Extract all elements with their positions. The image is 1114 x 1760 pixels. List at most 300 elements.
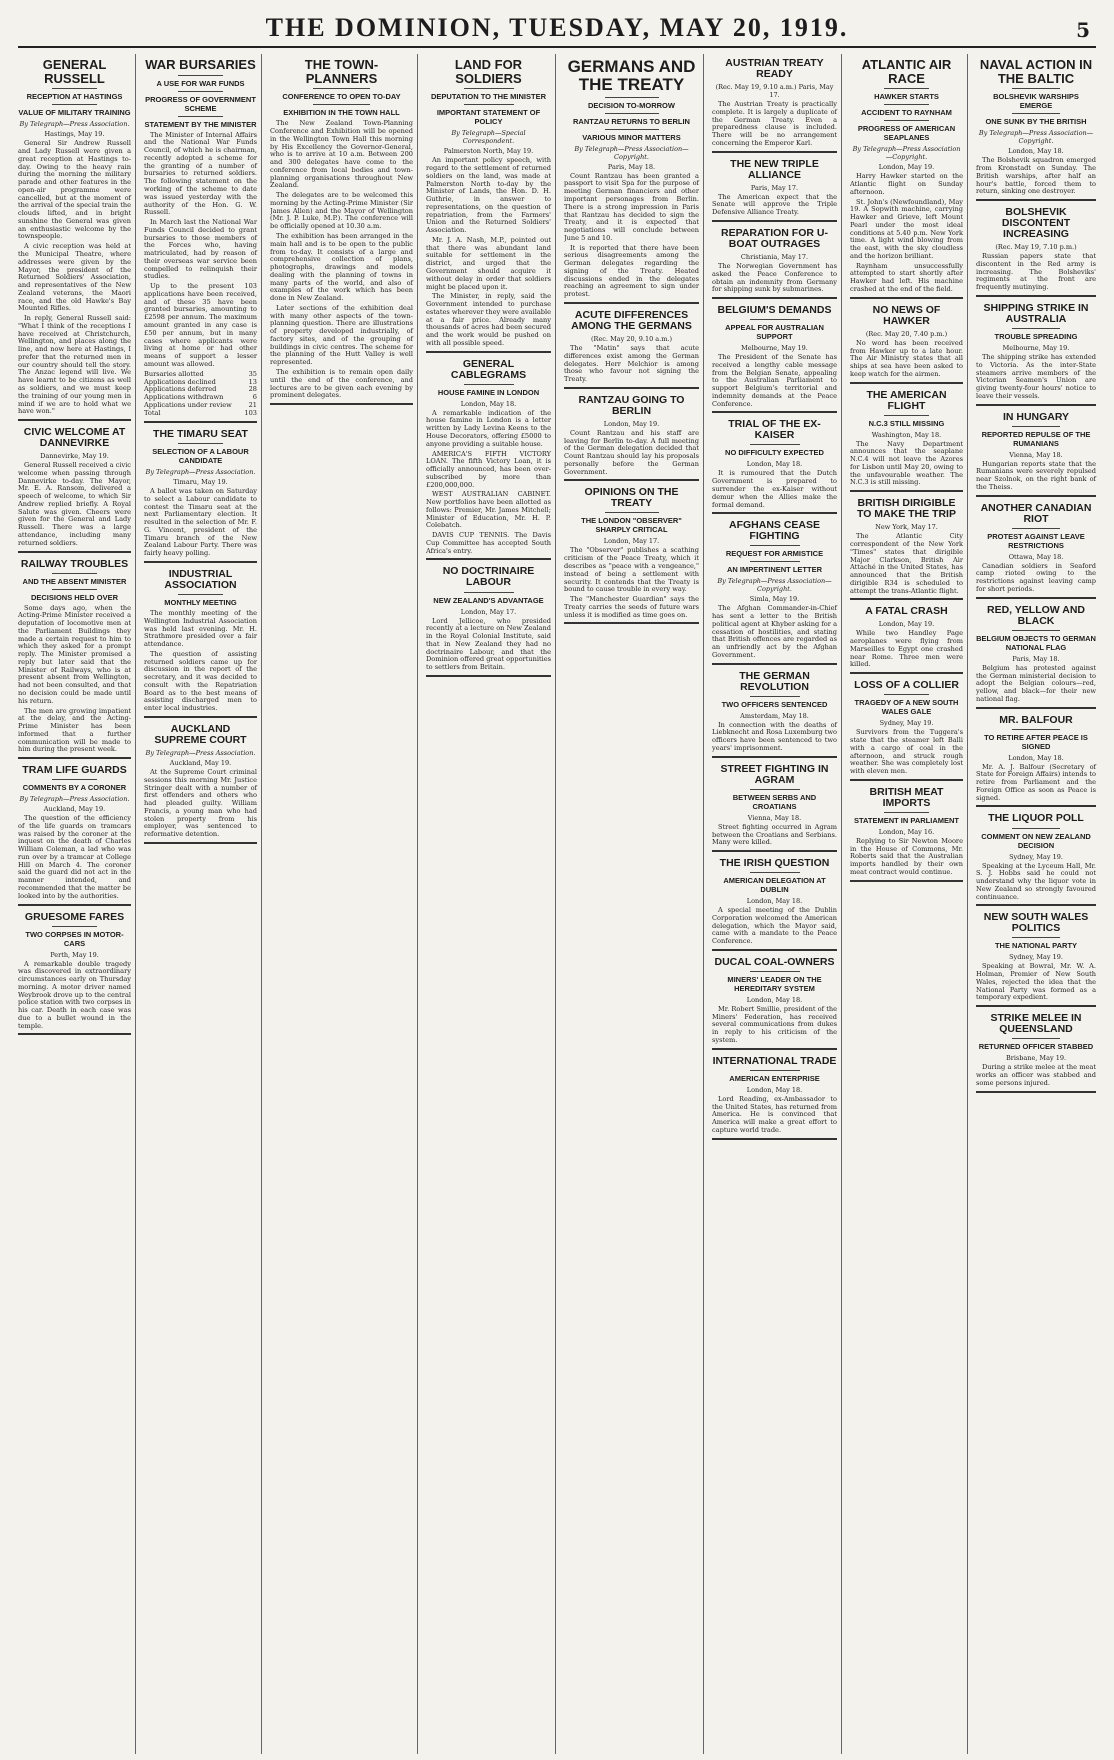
headline: STREET FIGHTING IN AGRAM bbox=[720, 762, 829, 786]
subheadline: DECISION TO-MORROW bbox=[588, 100, 675, 110]
paragraph: Mr. Robert Smillie, president of the Miners' Federation, has received several communications from dukes in reply to his criticism of the system. bbox=[712, 1004, 837, 1045]
table-value: 103 bbox=[244, 409, 257, 418]
article-body bbox=[850, 173, 963, 293]
headline: A FATAL CRASH bbox=[865, 605, 948, 618]
dateline: London, May 18. bbox=[1008, 753, 1064, 762]
divider bbox=[52, 104, 97, 105]
headline: NAVAL ACTION IN THE BALTIC bbox=[979, 57, 1093, 86]
article bbox=[712, 228, 837, 299]
headline: IN HUNGARY bbox=[1002, 410, 1070, 423]
paragraph: It is rumoured that the Dutch Government is prepared to surrender the ex-Kaiser without demur when the Allies make the formal demand. bbox=[712, 469, 837, 509]
headline: BOLSHEVIK DISCONTENT INCREASING bbox=[1001, 206, 1071, 241]
article bbox=[18, 427, 131, 552]
article bbox=[18, 912, 131, 1036]
divider bbox=[464, 88, 514, 89]
dateline: London, May 17. bbox=[603, 537, 660, 546]
paragraph: The American expect that the Senate will approve the Triple Defensive Alliance Treaty. bbox=[712, 192, 837, 217]
article-body bbox=[850, 729, 963, 776]
headline: GENERAL RUSSELL bbox=[42, 57, 107, 86]
paragraph: While two Handley Page aeroplanes were flying from Marseilles to Egypt one crashed near Rome. Three men were killed. bbox=[850, 629, 963, 669]
paragraph: Belgium has protested against the German ministerial decision to adopt the Belgian colours—red, yellow, and black—for their new national flag. bbox=[976, 663, 1096, 703]
dateline: Vienna, May 18. bbox=[747, 813, 802, 822]
article-separator bbox=[18, 419, 131, 421]
article-body bbox=[712, 470, 837, 509]
dateline: London, May 18. bbox=[746, 995, 803, 1004]
subheadline: ONE SUNK BY THE BRITISH bbox=[985, 117, 1087, 127]
article-separator bbox=[18, 757, 131, 759]
divider bbox=[178, 594, 223, 595]
subheadline: REPORTED REPULSE OF THE RUMANIANS bbox=[981, 429, 1091, 448]
column-5 bbox=[564, 54, 704, 1754]
paragraph: The exhibition is to remain open daily until the end of the conference, and lectures are to be given each evening by prominent delegates. bbox=[270, 368, 413, 400]
subheadline: APPEAL FOR AUSTRALIAN SUPPORT bbox=[725, 323, 824, 342]
article-body bbox=[564, 430, 699, 477]
paragraph: The "Manchester Guardian" says the Treaty carries the seeds of future wars unless it is modified as time goes on. bbox=[564, 595, 699, 619]
divider bbox=[605, 129, 659, 130]
divider bbox=[464, 592, 514, 593]
paragraph: The question of the efficiency of the life guards on tramcars was raised by the coroner at the inquest on the death of Charles William Coleman, a lad who was run over by a tramcar at College Hill on March 4. The coroner said the guard did not act in the manner intended, and recommended that the matter be looked into by the authorities. bbox=[18, 814, 131, 900]
headline: THE NEW TRIPLE ALLIANCE bbox=[730, 157, 819, 181]
divider bbox=[750, 545, 800, 546]
divider bbox=[464, 384, 514, 385]
article bbox=[712, 58, 837, 153]
article-separator bbox=[850, 490, 963, 492]
subheadline: THE LONDON "OBSERVER" SHARPLY CRITICAL bbox=[581, 516, 682, 535]
article bbox=[712, 957, 837, 1050]
column-7 bbox=[850, 54, 968, 1754]
paragraph: AMERICA'S FIFTH VICTORY LOAN. The fifth Victory Loan, it is officially announced, has been over-subscribed by more than £200,000,000. bbox=[426, 449, 551, 489]
divider bbox=[178, 443, 223, 444]
headline: RANTZAU GOING TO BERLIN bbox=[578, 393, 685, 417]
dateline: Washington, May 18. bbox=[871, 430, 942, 439]
article-body bbox=[976, 253, 1096, 292]
paragraph: Lord Reading, ex-Ambassador to the United States, has returned from America. He is convinced that America will make a great effort to capture world trade. bbox=[712, 1094, 837, 1134]
dateline: Sydney, May 19. bbox=[879, 719, 934, 728]
article-body bbox=[18, 462, 131, 547]
article-separator bbox=[426, 558, 551, 560]
divider bbox=[1012, 88, 1060, 89]
paragraph: Lord Jellicoe, who presided recently at a lecture on New Zealand in the Royal Colonial Institute, said that in New Zealand they had no doctrinaire Labour, and that the Dominion offered great opportunities to settlers from Britain. bbox=[426, 616, 551, 672]
paragraph: Up to the present 103 applications have been received, and of these 35 have been granted bursaries, amounting to £2598 per annum. The maximum amount granted in any case is £50 per annum, but in many cases where applicants were living at home or had other means of support a lesser amount was allowed. bbox=[144, 282, 257, 368]
article-body bbox=[976, 461, 1096, 492]
article-separator bbox=[712, 297, 837, 299]
table-value: 28 bbox=[248, 385, 257, 394]
divider bbox=[464, 104, 514, 105]
article-separator bbox=[564, 622, 699, 624]
article bbox=[850, 680, 963, 781]
paragraph: St. John's (Newfoundland), May 19. A Sopwith machine, carrying Hawker and Grieve, left Mount Pearl under the most ideal conditions at 5.40 p.m. New York time. A light wind blowing from the east, with the sky cloudless and the horizon brilliant. bbox=[850, 197, 963, 260]
table-label: Applications under review bbox=[144, 401, 232, 410]
paragraph: The Atlantic City correspondent of the New York "Times" states that dirigible Major Clarkson, British Air Attaché in the United States, has announced that the British dirigible R34 is scheduled to attempt the trans-Atlantic flight. bbox=[850, 532, 963, 595]
headline: RED, YELLOW AND BLACK bbox=[986, 603, 1085, 627]
dateline: New York, May 17. bbox=[875, 523, 938, 532]
headline: SHIPPING STRIKE IN AUSTRALIA bbox=[983, 301, 1089, 325]
dateline: Christiania, May 17. bbox=[740, 252, 809, 261]
paragraph: In connection with the deaths of Liebknecht and Rosa Luxemburg two officers have been sentenced to two years' imprisonment. bbox=[712, 720, 837, 752]
article bbox=[976, 412, 1096, 497]
divider bbox=[52, 573, 97, 574]
article bbox=[564, 395, 699, 482]
divider bbox=[1012, 630, 1060, 631]
headline: GRUESOME FARES bbox=[24, 910, 125, 923]
page-number: 5 bbox=[1076, 18, 1090, 42]
article bbox=[564, 310, 699, 389]
paragraph: Survivors from the Tuggera's state that the steamer left Balli with a cargo of coal in the afternoon, and struck rough weather. She was completely lost with eleven men. bbox=[850, 728, 963, 776]
headline: NEW SOUTH WALES POLITICS bbox=[983, 911, 1089, 935]
paragraph: Russian papers state that discontent in the Red army is increasing. The Bolsheviks' regiments at the front are frequently mutinying. bbox=[976, 252, 1096, 292]
subheadline: STATEMENT IN PARLIAMENT bbox=[854, 815, 959, 825]
article-body bbox=[564, 345, 699, 384]
article bbox=[18, 58, 131, 421]
dateline: London, May 16. bbox=[878, 827, 935, 836]
headline: INDUSTRIAL ASSOCIATION bbox=[164, 567, 237, 591]
divider bbox=[750, 444, 800, 445]
article-body bbox=[976, 1064, 1096, 1087]
table-value: 13 bbox=[248, 377, 257, 386]
article bbox=[976, 1013, 1096, 1092]
article-separator bbox=[144, 421, 257, 423]
article bbox=[564, 487, 699, 624]
headline: LAND FOR SOLDIERS bbox=[454, 57, 523, 86]
dateline: Perth, May 19. bbox=[50, 950, 99, 959]
paragraph: The Norwegian Government has asked the Peace Conference to obtain an indemnity from Germany for shipping sunk by submarines. bbox=[712, 261, 837, 294]
headline: REPARATION FOR U-BOAT OUTRAGES bbox=[721, 226, 828, 250]
paragraph: Mr. A. J. Balfour (Secretary of State for Foreign Affairs) intends to retire from Parliament and the Foreign Office as soon as Peace is signed. bbox=[976, 762, 1096, 802]
divider bbox=[178, 91, 223, 92]
paragraph: The question of assisting returned soldiers came up for discussion in the report of the secretary, and it was decided to consult with the Repatriation Board as to the best means of assisting discharged men to enter local industries. bbox=[144, 649, 257, 713]
subheadline: AN IMPERTINENT LETTER bbox=[727, 565, 822, 575]
subheadline: VARIOUS MINOR MATTERS bbox=[582, 132, 681, 142]
subheadline: SELECTION OF A LABOUR CANDIDATE bbox=[152, 447, 249, 466]
paragraph: General Russell received a civic welcome when passing through Dannevirke to-day. The Mayor, Mr. E. A. Ransom, delivered a speech of welcome, to which Sir Andrew replied briefly. A Royal Salute was given. Cheers were given for the General and Lady Russell. There was a large attendance, including many returned soldiers. bbox=[18, 461, 131, 547]
byline: By Telegraph—Press Association—Copyright. bbox=[852, 145, 961, 162]
article-separator bbox=[976, 1005, 1096, 1007]
paragraph: It is reported that there have been serious disagreements among the German delegates regarding the signing of the Treaty. Heated discussions ended in the delegates reaching an agreement to sign under protest. bbox=[564, 243, 699, 299]
subheadline: THE NATIONAL PARTY bbox=[994, 941, 1078, 951]
subheadline: AMERICAN DELEGATION AT DUBLIN bbox=[723, 876, 826, 895]
article-separator bbox=[976, 1091, 1096, 1093]
article-separator bbox=[850, 382, 963, 384]
subheadline: DECISIONS HELD OVER bbox=[30, 592, 119, 602]
divider bbox=[884, 88, 929, 89]
divider bbox=[884, 812, 929, 813]
dateline: (Rec. May 20, 7.40 p.m.) bbox=[865, 329, 948, 338]
subheadline: NEW ZEALAND'S ADVANTAGE bbox=[433, 595, 544, 605]
divider bbox=[52, 589, 97, 590]
article-separator bbox=[976, 904, 1096, 906]
paragraph: General Sir Andrew Russell and Lady Russell were given a great reception at Hastings to-day. Owing to the heavy rain during the morning the military parade and other features in the open-air programme were cancelled, but at the moment of the arrival of the special train the clouds lifted, and in bright sunshine the General was given an enthusiastic welcome by the townspeople. bbox=[18, 139, 131, 241]
article bbox=[850, 305, 963, 384]
paragraph: In March last the National War Funds Council decided to grant bursaries to those members of the Forces who, having matriculated, had by reason of their overseas war service been compelled to relinquish their studies. bbox=[144, 218, 257, 281]
divider bbox=[52, 779, 97, 780]
article-body bbox=[712, 1006, 837, 1045]
column-2 bbox=[144, 54, 262, 1754]
masthead-title: THE DOMINION, TUESDAY, MAY 20, 1919. bbox=[265, 13, 849, 42]
article bbox=[712, 520, 837, 664]
paragraph: The exhibition has been arranged in the main hall and is to be open to the public from to-day. It consists of a large and comprehensive collection of plans, photographs, drawings and models dealing with the planning of towns in many parts of the world, and also of examples of the work which has been done in New Zealand. bbox=[270, 232, 413, 303]
subheadline: EXHIBITION IN THE TOWN HALL bbox=[283, 108, 400, 118]
table-row bbox=[144, 402, 257, 410]
article-separator bbox=[426, 351, 551, 353]
divider bbox=[750, 696, 800, 697]
subheadline: ACCIDENT TO RAYNHAM bbox=[861, 108, 952, 118]
article-separator bbox=[712, 850, 837, 852]
headline: THE TOWN-PLANNERS bbox=[304, 57, 379, 86]
divider bbox=[1012, 729, 1060, 730]
headline: BRITISH MEAT IMPORTS bbox=[869, 785, 944, 809]
paragraph: Hungarian reports state that the Rumanians were severely repulsed near Szolnok, on the right bank of the Theiss. bbox=[976, 459, 1096, 491]
article-body bbox=[850, 441, 963, 488]
table-value: 35 bbox=[248, 369, 257, 378]
dateline: Paris, May 18. bbox=[607, 162, 656, 171]
article-separator bbox=[976, 707, 1096, 709]
headline: BELGIUM'S DEMANDS bbox=[717, 304, 832, 317]
headline: ANOTHER CANADIAN RIOT bbox=[980, 501, 1092, 525]
byline: By Telegraph—Press Association. bbox=[145, 748, 256, 757]
article-body bbox=[976, 963, 1096, 1002]
divider bbox=[1012, 828, 1060, 829]
article-separator bbox=[850, 672, 963, 674]
article bbox=[144, 724, 257, 844]
paragraph: At the Supreme Court criminal sessions this morning Mr. Justice Stringer dealt with a number of first offenders and others who had pleaded guilty. William Francis, a young man who had stolen property from his employer, was sentenced to reformative detention. bbox=[144, 767, 257, 839]
paragraph: The Navy Department announces that the seaplane N.C.4 will not leave the Azores for Lisbon until May 20, owing to the unfavourable weather. The N.C.3 is still missing. bbox=[850, 439, 963, 487]
article-separator bbox=[850, 880, 963, 882]
article-body bbox=[426, 618, 551, 672]
divider bbox=[313, 104, 370, 105]
dateline: London, May 18. bbox=[746, 1085, 803, 1094]
subheadline: TO RETIRE AFTER PEACE IS SIGNED bbox=[984, 732, 1088, 751]
subheadline: VALUE OF MILITARY TRAINING bbox=[18, 108, 131, 118]
paragraph: Harry Hawker started on the Atlantic flight on Sunday afternoon. bbox=[850, 172, 963, 196]
paragraph: The "Observer" publishes a scathing criticism of the Peace Treaty, which it describes as "peace with a vengeance," instead of being a settlement with security. It contends that the Treaty is bound to cause trouble in every way. bbox=[564, 546, 699, 594]
article-separator bbox=[712, 756, 837, 758]
divider bbox=[1012, 528, 1060, 529]
article-body bbox=[976, 863, 1096, 902]
divider bbox=[1012, 113, 1060, 114]
divider bbox=[884, 104, 929, 105]
dateline: Brisbane, May 19. bbox=[1005, 1054, 1067, 1063]
divider bbox=[313, 88, 370, 89]
headline: BRITISH DIRIGIBLE TO MAKE THE TRIP bbox=[857, 497, 956, 521]
divider bbox=[1012, 426, 1060, 427]
article bbox=[144, 58, 257, 423]
stats-table bbox=[144, 371, 257, 418]
article bbox=[712, 305, 837, 413]
paragraph: The shipping strike has extended to Victoria. As the inter-State steamers arrive members of the Victorian Seamen's Union are giving twenty-four hours' notice to leave their vessels. bbox=[976, 353, 1096, 400]
paragraph: A remarkable double tragedy was discovered in extraordinary circumstances early on Thursday morning. A motor driver named Weybrook drove up to the central police station with two corpses in his car. Death in each case was due to a bullet wound in the temple. bbox=[18, 959, 131, 1030]
article bbox=[850, 606, 963, 674]
article-separator bbox=[712, 220, 837, 222]
subheadline: REQUEST FOR ARMISTICE bbox=[725, 549, 824, 559]
paragraph: The Bolshevik squadron emerged from Kronstadt on Sunday. The British warships, after half an hour's battle, forced them to return, sinking one destroyer. bbox=[976, 156, 1096, 196]
subheadline: HAWKER STARTS bbox=[874, 92, 939, 102]
dateline: London, May 18. bbox=[746, 460, 803, 469]
paragraph: Count Rantzau and his staff are leaving for Berlin to-day. A full meeting of the German delegation decided that Count Rantzau should lay his proposals personally before the German Government. bbox=[564, 428, 699, 476]
article-separator bbox=[976, 597, 1096, 599]
article-separator bbox=[564, 479, 699, 481]
dateline: Sydney, May 19. bbox=[1009, 852, 1063, 861]
dateline: London, May 19. bbox=[878, 620, 935, 629]
article bbox=[18, 559, 131, 760]
masthead bbox=[18, 10, 1096, 48]
paragraph: Count Rantzau has been granted a passport to visit Spa for the purpose of meeting German financiers and other important personages from Berlin. There is a strong impression in Paris that Rantzau has decided to sign the Treaty, and it is expected that negotiations will conclude between June 5 and 10. bbox=[564, 171, 699, 242]
article-body bbox=[976, 354, 1096, 401]
divider bbox=[750, 971, 800, 972]
article-separator bbox=[712, 512, 837, 514]
article bbox=[18, 765, 131, 905]
article bbox=[426, 58, 551, 353]
paragraph: A ballot was taken on Saturday to select a Labour candidate to contest the Timaru seat at the next Parliamentary election. It resulted in the selection of Mr. F. G. Vincent, president of the Timaru branch of the New Zealand Labour Party. There was fairly heavy polling. bbox=[144, 487, 257, 558]
paragraph: The men are growing impatient at the delay, and the Acting-Prime Minister has been informed that a further communication will be made to him during the present week. bbox=[18, 706, 131, 754]
article bbox=[712, 764, 837, 852]
paragraph: Replying to Sir Newton Moore in the House of Commons, Mr. Roberts said that the Australian imports handled by their own meat contract would continue. bbox=[850, 836, 963, 876]
article-separator bbox=[564, 387, 699, 389]
dateline: London, May 17. bbox=[460, 607, 517, 616]
headline: NO NEWS OF HAWKER bbox=[872, 303, 941, 327]
dateline: Paris, May 17. bbox=[750, 183, 799, 192]
headline: AUSTRIAN TREATY READY bbox=[725, 57, 824, 81]
table-label: Bursaries allotted bbox=[144, 369, 204, 378]
headline: THE GERMAN REVOLUTION bbox=[739, 669, 810, 693]
subheadline: MONTHLY MEETING bbox=[164, 597, 237, 607]
dateline: (Rec. May 19, 9.10 a.m.) Paris, May 17. bbox=[715, 83, 834, 100]
article bbox=[850, 498, 963, 600]
article-body bbox=[712, 1096, 837, 1135]
article-separator bbox=[18, 904, 131, 906]
divider bbox=[750, 789, 800, 790]
article-body bbox=[144, 488, 257, 558]
headline: CIVIC WELCOME AT DANNEVIRKE bbox=[23, 426, 126, 450]
article bbox=[270, 58, 413, 405]
divider bbox=[884, 120, 929, 121]
article-separator bbox=[712, 411, 837, 413]
subheadline: NO DIFFICULTY EXPECTED bbox=[725, 448, 824, 458]
article-separator bbox=[712, 1138, 837, 1140]
article-body bbox=[976, 665, 1096, 704]
article bbox=[850, 787, 963, 882]
divider bbox=[52, 88, 97, 89]
divider bbox=[884, 415, 929, 416]
dateline: Dannevirke, May 19. bbox=[40, 452, 109, 461]
dateline: Melbourne, May 19. bbox=[1002, 344, 1070, 353]
paragraph: In reply, General Russell said: "What I think of the receptions I have received at Christchurch, Wellington, and places along the line, and now here at Hastings, I prefer that the returned men in our country should tell the story. The Anzac legend will live. We have learnt to be citizens as well as soldiers, and we must keep the training of our young men in mind if we are to hold what we have won." bbox=[18, 314, 131, 416]
paragraph: Street fighting occurred in Agram between the Croatians and Serbians. Many were killed. bbox=[712, 822, 837, 847]
article-body bbox=[144, 769, 257, 839]
divider bbox=[178, 75, 223, 76]
subheadline: IMPORTANT STATEMENT OF POLICY bbox=[436, 108, 541, 127]
dateline: London, May 18. bbox=[1008, 147, 1064, 156]
paragraph: The New Zealand Town-Planning Conference and Exhibition will be opened in the Wellington Town Hall this morning by His Excellency the Governor-General, who is to arrive at 10 a.m. Between 200 and 300 delegates have come to the conference from local bodies and town-planning organisations throughout New Zealand. bbox=[270, 119, 413, 190]
subheadline: BOLSHEVIK WARSHIPS EMERGE bbox=[993, 92, 1079, 111]
divider bbox=[750, 872, 800, 873]
article-separator bbox=[976, 404, 1096, 406]
article-body bbox=[270, 120, 413, 400]
byline: By Telegraph—Press Association—Copyright. bbox=[717, 577, 832, 594]
article-separator bbox=[18, 1033, 131, 1035]
divider bbox=[1012, 937, 1060, 938]
dateline: Ottawa, May 18. bbox=[1008, 552, 1064, 561]
subheadline: BELGIUM OBJECTS TO GERMAN NATIONAL FLAG bbox=[976, 633, 1096, 652]
article-body bbox=[18, 815, 131, 900]
article-body bbox=[426, 410, 551, 556]
subheadline: AND THE ABSENT MINISTER bbox=[22, 576, 127, 586]
article-body bbox=[850, 533, 963, 595]
headline: GENERAL CABLEGRAMS bbox=[450, 357, 527, 381]
article bbox=[976, 813, 1096, 906]
article-separator bbox=[850, 297, 963, 299]
table-value: 6 bbox=[252, 393, 257, 402]
subheadline: RECEPTION AT HASTINGS bbox=[26, 92, 123, 102]
dateline: Auckland, May 19. bbox=[169, 758, 232, 767]
headline: INTERNATIONAL TRADE bbox=[712, 1054, 837, 1067]
article-separator bbox=[976, 495, 1096, 497]
divider bbox=[605, 113, 659, 114]
article-separator bbox=[18, 551, 131, 553]
dateline: London, May 19. bbox=[603, 419, 660, 428]
table-label: Total bbox=[144, 409, 161, 418]
article-body bbox=[18, 961, 131, 1031]
article-separator bbox=[270, 403, 413, 405]
divider bbox=[884, 694, 929, 695]
article-body bbox=[976, 157, 1096, 196]
column-4 bbox=[426, 54, 556, 1754]
article-separator bbox=[564, 302, 699, 304]
dateline: Sydney, May 19. bbox=[1009, 953, 1063, 962]
paragraph: The President of the Senate has received a lengthy cable message from the Belgian Senate, appealing to the Australian Parliament to support Belgium's territorial and indemnity demands at the Peace Conference. bbox=[712, 353, 837, 408]
paragraph: No word has been received from Hawker up to a late hour. The Air Ministry states that all ships at sea have been asked to keep watch for the airmen. bbox=[850, 338, 963, 378]
article bbox=[850, 390, 963, 493]
article-separator bbox=[712, 949, 837, 951]
byline: By Telegraph—Press Association—Copyright. bbox=[574, 144, 689, 161]
article bbox=[712, 159, 837, 222]
headline: THE TIMARU SEAT bbox=[153, 428, 248, 441]
subheadline: TRAGEDY OF A NEW SOUTH WALES GALE bbox=[854, 698, 959, 717]
subheadline: TROUBLE SPREADING bbox=[994, 332, 1078, 342]
headline: TRIAL OF THE EX-KAISER bbox=[728, 418, 821, 442]
paragraph: A special meeting of the Dublin Corporation welcomed the American delegation, which the Mayor said, came with a mandate to the Peace Conference. bbox=[712, 906, 837, 946]
article bbox=[426, 566, 551, 676]
table-row bbox=[144, 410, 257, 418]
headline: AFGHANS CEASE FIGHTING bbox=[728, 519, 820, 543]
article-body bbox=[712, 605, 837, 659]
paragraph: Mr. J. A. Nash, M.P., pointed out that there was abundant land suitable for settlement in the district, and urged that the Government should acquire it without delay in order that soldiers might be placed upon it. bbox=[426, 235, 551, 291]
article-body bbox=[144, 132, 257, 369]
article-separator bbox=[144, 561, 257, 563]
subheadline: TWO CORPSES IN MOTOR-CARS bbox=[25, 929, 124, 948]
column-8 bbox=[976, 54, 1100, 1754]
paragraph: A civic reception was held at the Municipal Theatre, where addresses were given by the Mayor, the president of the Returned Soldiers' Association, and representatives of the New Zealand veterans, the Maori race, and the old Hawke's Bay Mounted Rifles. bbox=[18, 242, 131, 313]
article bbox=[712, 671, 837, 758]
article-separator bbox=[976, 199, 1096, 201]
article-body bbox=[426, 157, 551, 347]
paragraph: Some days ago, when the Acting-Prime Minister received a deputation of locomotive men at the Parliament Buildings they made a certain request to him to which they asked for a prompt reply. The Minister promised a reply but later said that the Minister of Railways, who is at present absent from Wellington, had not been consulted, and that no decision could be made until his return. bbox=[18, 603, 131, 705]
paragraph: The Afghan Commander-in-Chief has sent a letter to the British political agent at Khyber asking for a cessation of hostilities, and stating that British offences are regarded as an unfriendly act by the Afghan Government. bbox=[712, 604, 837, 659]
article-body bbox=[850, 630, 963, 669]
subheadline: A USE FOR WAR FUNDS bbox=[156, 78, 245, 88]
dateline: London, May 19. bbox=[878, 163, 935, 172]
dateline: Vienna, May 18. bbox=[1009, 450, 1063, 459]
paragraph: During a strike melee at the meat works an officer was stabbed and some persons injured. bbox=[976, 1063, 1096, 1087]
article-body bbox=[564, 173, 699, 299]
article-body bbox=[18, 605, 131, 755]
subheadline: PROTEST AGAINST LEAVE RESTRICTIONS bbox=[987, 531, 1085, 550]
divider bbox=[1012, 1038, 1060, 1039]
article-separator bbox=[144, 842, 257, 844]
article bbox=[976, 503, 1096, 599]
subheadline: TWO OFFICERS SENTENCED bbox=[721, 699, 828, 709]
paragraph: Speaking at the Lyceum Hall, Mr. S. J. Hobbs said he could not understand why the liquor vote in New Zealand so strongly favoured continuance. bbox=[976, 861, 1096, 901]
article bbox=[712, 419, 837, 514]
